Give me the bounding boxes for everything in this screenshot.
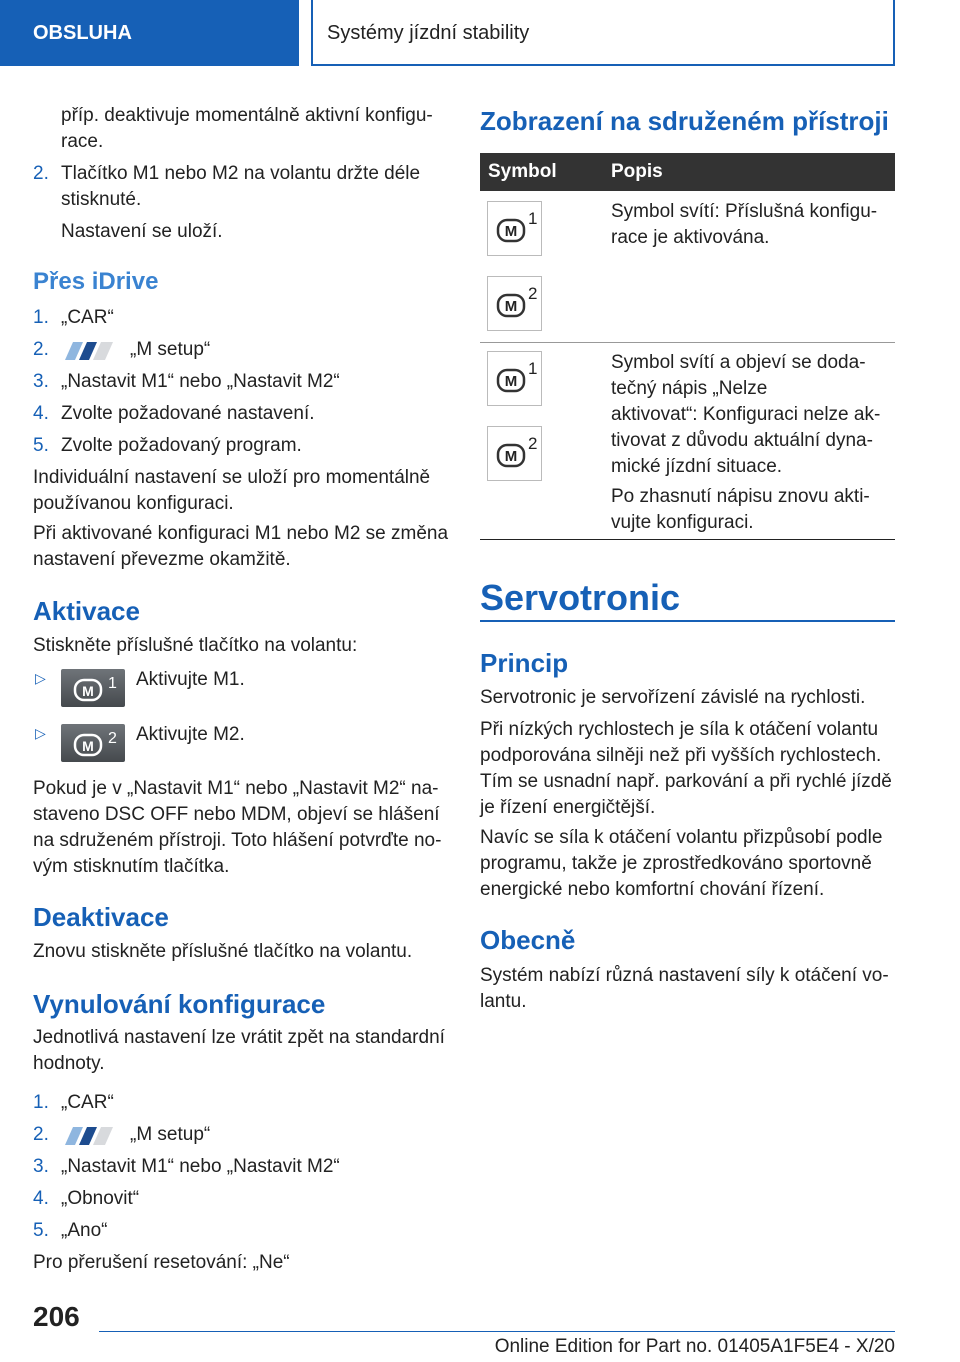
princip-heading: Princip (480, 648, 569, 678)
princip-p3-2: programu, takže je zprostředkováno sportovně (480, 853, 872, 874)
princip-p2-2: podporována silněji než při vyšších rychlostech. (480, 745, 882, 766)
reset-step-2: „M setup“ (130, 1124, 211, 1145)
m2-symbol-icon (487, 276, 542, 331)
step2-line-2: stisknuté. (61, 189, 142, 210)
idrive-step-2: „M setup“ (130, 339, 211, 360)
idrive-note2-line-1: Při aktivované konfiguraci M1 nebo M2 se změna (33, 523, 449, 544)
svg-text:M: M (504, 373, 518, 390)
deactivation-heading: Deaktivace (33, 902, 169, 932)
reset-step-1: „CAR“ (61, 1092, 114, 1113)
reset-num-1: 1. (33, 1092, 49, 1113)
servotronic-heading: Servotronic (480, 577, 681, 618)
intro-line-1: příp. deaktivuje momentálně aktivní konfigu- (61, 105, 433, 126)
idrive-note2-line-2: nastavení převezme okamžitě. (33, 549, 291, 570)
svg-text:M: M (82, 683, 94, 699)
row2-extra-1: Po zhasnutí nápisu znovu akti- (611, 486, 870, 507)
reset-step-5: „Ano“ (61, 1220, 108, 1241)
svg-text:M: M (504, 448, 518, 465)
activation-heading: Aktivace (33, 596, 140, 626)
m2-button-image (61, 724, 125, 762)
activation-text: Stiskněte příslušné tlačítko na volantu: (33, 635, 358, 656)
row2-desc-2: tečný nápis „Nelze (611, 378, 768, 399)
svg-text:2: 2 (528, 284, 538, 303)
obecne-heading: Obecně (480, 925, 576, 955)
section-tab (0, 0, 299, 66)
step2-line-1: Tlačítko M1 nebo M2 na volantu držte déle (61, 163, 421, 184)
row1-desc-1: Symbol svítí: Příslušná konfigu- (611, 201, 878, 222)
section-label: OBSLUHA (33, 22, 132, 44)
deactivation-text: Znovu stiskněte příslušné tlačítko na volantu. (33, 941, 413, 962)
bullet-icon: ▷ (35, 725, 46, 741)
activation-note-1: Pokud je v „Nastavit M1“ nebo „Nastavit M2“ na- (33, 778, 439, 799)
princip-p2-1: Při nízkých rychlostech je síla k otáčení volantu (480, 719, 879, 740)
step-number: 2. (33, 163, 49, 184)
reset-text-2: hodnoty. (33, 1053, 105, 1074)
activation-note-2: staveno DSC OFF nebo MDM, objeví se hlášení (33, 804, 440, 825)
idrive-num-3: 3. (33, 371, 49, 392)
m1-symbol-icon (487, 201, 542, 256)
svg-text:M: M (504, 298, 518, 315)
princip-p2-3: Tím se usnadní např. parkování a při rychlé jízdě (480, 771, 892, 792)
table-row-divider (480, 342, 895, 343)
reset-step-3: „Nastavit M1“ nebo „Nastavit M2“ (61, 1156, 340, 1177)
princip-p3-1: Navíc se síla k otáčení volantu přizpůsobí podle (480, 827, 883, 848)
svg-text:1: 1 (528, 209, 538, 228)
row2-desc-4: tivovat z důvodu aktuální dyna- (611, 430, 873, 451)
svg-text:2: 2 (108, 730, 117, 747)
step2-result: Nastavení se uloží. (61, 221, 223, 242)
reset-text-1: Jednotlivá nastavení lze vrátit zpět na standardní (33, 1027, 445, 1048)
m2-icon (61, 724, 125, 762)
row2-desc-1: Symbol svítí a objeví se doda- (611, 352, 866, 373)
idrive-note1-line-2: používanou konfiguraci. (33, 493, 234, 514)
display-heading: Zobrazení na sdruženém přístroji (480, 106, 889, 136)
idrive-heading: Přes iDrive (33, 268, 159, 295)
reset-num-2: 2. (33, 1124, 49, 1145)
reset-num-4: 4. (33, 1188, 49, 1209)
table-bottom-rule (480, 539, 895, 540)
bullet-icon: ▷ (35, 670, 46, 686)
m2-symbol-icon (487, 426, 542, 481)
reset-cancel: Pro přerušení resetování: „Ne“ (33, 1252, 290, 1273)
m-stripe-icon (61, 1125, 115, 1145)
svg-text:1: 1 (108, 675, 117, 692)
chapter-title: Systémy jízdní stability (327, 22, 530, 44)
m-stripe-icon (61, 340, 115, 360)
obecne-text-1: Systém nabízí různá nastavení síly k otáčení vo- (480, 965, 889, 986)
row2-extra-2: vujte konfiguraci. (611, 512, 754, 533)
princip-p2-4: je řízení energičtější. (480, 797, 656, 818)
reset-step-4: „Obnovit“ (61, 1188, 140, 1209)
row1-desc-2: race je aktivována. (611, 227, 770, 248)
obecne-text-2: lantu. (480, 991, 527, 1012)
idrive-step-3: „Nastavit M1“ nebo „Nastavit M2“ (61, 371, 340, 392)
table-col-symbol: Symbol (488, 161, 557, 182)
reset-num-5: 5. (33, 1220, 49, 1241)
footer-rule (99, 1331, 895, 1332)
idrive-step-1: „CAR“ (61, 307, 114, 328)
intro-line-2: race. (61, 131, 104, 152)
idrive-num-4: 4. (33, 403, 49, 424)
idrive-num-1: 1. (33, 307, 49, 328)
reset-heading: Vynulování konfigurace (33, 989, 326, 1019)
idrive-step-4: Zvolte požadované nastavení. (61, 403, 315, 424)
servotronic-rule (480, 620, 895, 622)
m1-icon (61, 669, 125, 707)
activation-m2: Aktivujte M2. (136, 724, 245, 745)
idrive-num-5: 5. (33, 435, 49, 456)
row2-desc-3: aktivovat“: Konfiguraci nelze ak- (611, 404, 881, 425)
idrive-num-2: 2. (33, 339, 49, 360)
edition-text: Online Edition for Part no. 01405A1F5E4 - X/20 (494, 1336, 895, 1357)
m1-button-image (61, 669, 125, 707)
table-col-desc: Popis (611, 161, 663, 182)
idrive-step-5: Zvolte požadovaný program. (61, 435, 302, 456)
m1-symbol-icon (487, 351, 542, 406)
activation-note-3: na sdruženém přístroji. Toto hlášení potvrďte no- (33, 830, 442, 851)
page-number: 206 (33, 1301, 80, 1332)
activation-m1: Aktivujte M1. (136, 669, 245, 690)
chapter-header (311, 0, 895, 66)
svg-text:2: 2 (528, 434, 538, 453)
svg-text:M: M (82, 738, 94, 754)
svg-text:M: M (504, 223, 518, 240)
reset-num-3: 3. (33, 1156, 49, 1177)
idrive-note1-line-1: Individuální nastavení se uloží pro momentálně (33, 467, 431, 488)
row2-desc-5: mické jízdní situace. (611, 456, 783, 477)
princip-p1: Servotronic je servořízení závislé na rychlosti. (480, 687, 866, 708)
princip-p3-3: energické nebo komfortní chování řízení. (480, 879, 825, 900)
svg-text:1: 1 (528, 359, 538, 378)
activation-note-4: vým stisknutím tlačítka. (33, 856, 230, 877)
